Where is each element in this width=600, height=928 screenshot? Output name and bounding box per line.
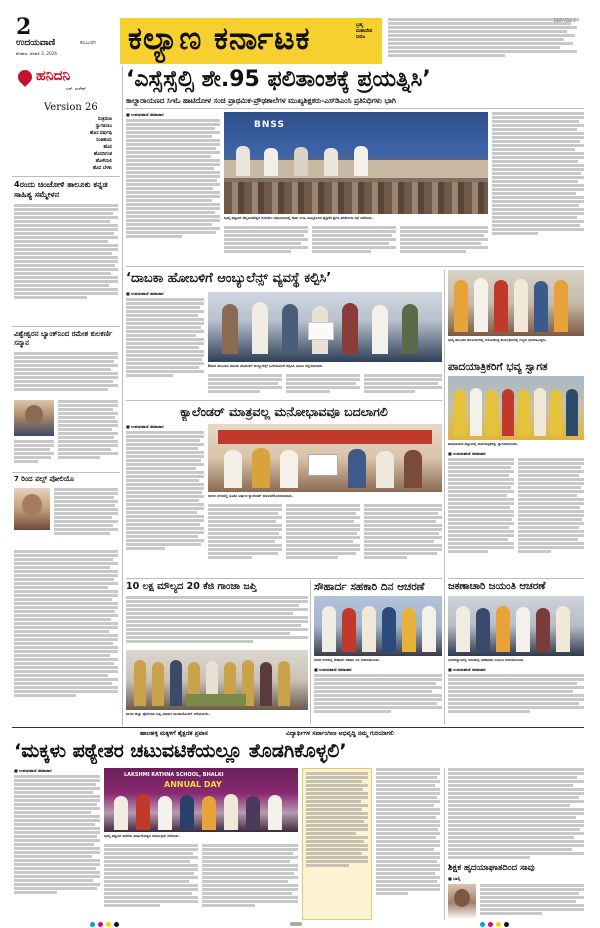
bottom-photo-banner-sub: ANNUAL DAY	[164, 780, 222, 789]
sahakar-byline: ■ ಉದಯವಾಣಿ ಸಮಾಚಾರ	[314, 667, 352, 672]
jayanti-photo	[448, 596, 584, 656]
ambulance-photo	[208, 292, 442, 362]
poem-line: ಹೊಸ	[103, 145, 112, 150]
column-rule	[444, 270, 445, 724]
ganja-headline: 10 ಲಕ್ಷ ಮೌಲ್ಯದ 20 ಕೆಜಿ ಗಾಂಜಾ ಜಪ್ತಿ	[126, 581, 257, 592]
lead-body-col4	[400, 226, 488, 262]
column-rule	[444, 768, 445, 920]
bottom-kicker-left: ಹಾಲಹಳ್ಳಿ ಮಕ್ಕಳಿಗೆ ಶೈಕ್ಷಣಿಕ ಪ್ರವಾಸ	[140, 730, 208, 737]
divider	[126, 400, 442, 401]
bottom-photo-banner: LAKSHMI RATHNA SCHOOL, BHALKI	[124, 772, 224, 778]
person-photo	[14, 400, 54, 436]
bottom-body-col4	[376, 768, 440, 920]
side-note-line: ಮಹಾದೇವ	[356, 29, 373, 34]
date-line: ಶನಿವಾರ, ಜನವರಿ 3, 2026	[16, 51, 58, 56]
lead-photo	[224, 112, 488, 214]
padayatra-headline: ಪಾದಯಾತ್ರಿಕರಿಗೆ ಭವ್ಯ ಸ್ವಾಗತ	[448, 361, 548, 373]
lead-body-col2	[224, 226, 308, 262]
calendar-body-col4	[364, 504, 442, 574]
ambulance-body-col4	[364, 374, 442, 398]
padayatra-photo	[448, 376, 584, 440]
sidebar-brand-sub: ಎಸ್. ಸುರೇಶ್	[66, 86, 86, 91]
ambulance-body-col2	[208, 374, 282, 398]
bottom-right-body	[448, 768, 584, 860]
calendar-body-col3	[286, 504, 360, 574]
lead-photo-banner: BNSS	[254, 120, 285, 130]
padayatra-body-col2	[518, 458, 584, 576]
lead-subheadline: ಕಾಲ್ನಾರಾಯಣದ ಸಿಇಓ ಹಾಟಿದೋಳ ಸಂಚಿ ಪ್ರಾಥಮಿಕ-ಪ್ರೌಢಶಾಲೆಗಳ ಮುಖ್ಯಶಿಕ್ಷಕರು-ಎಸ್‌ಡಿಎಂಸಿ ಪ್ರತಿನಿಧಿಗಳು ಭಾಗಿ	[126, 96, 396, 105]
ganja-body	[126, 596, 308, 648]
lead-headline: ‘ಎಸ್ಸೆಸ್ಸೆಲ್ಸಿ ಶೇ.95 ಫಲಿತಾಂಶಕ್ಕೆ ಪ್ರಯತ್ನಿಸಿ’	[126, 67, 431, 92]
sidebar-version: Version 26	[44, 102, 98, 113]
bottom-right-byline: ■ ಭಾಲ್ಕಿ	[448, 876, 461, 881]
poem-line: ಹೊಸದಿಗಂತ	[93, 152, 112, 157]
poem-line: ಸಂಕ್ರಮಣ	[97, 117, 112, 122]
sidebar-brand: ಹನಿದನಿ	[36, 68, 71, 84]
page-number: 2	[16, 14, 32, 40]
calendar-byline: ■ ಉದಯವಾಣಿ ಸಮಾಚಾರ	[126, 424, 164, 429]
sidebar	[12, 64, 120, 724]
lead-body-col1	[126, 119, 220, 261]
jayanti-body	[448, 674, 584, 724]
registration-marks	[90, 922, 510, 927]
bottom-body-col2	[104, 844, 198, 920]
poem-line: ನಿಂತಿಹುದು	[96, 138, 112, 143]
padayatra-byline: ■ ಉದಯವಾಣಿ ಸಮಾಚಾರ	[448, 451, 486, 456]
lead-photo-caption: ಭಾಲ್ಕಿ ಪಟ್ಟಣದ ಚೆನ್ನಬಸವೇಶ್ವರ ಗುರುಕುಲ ಸಭಾಂಗಣದಲ್ಲಿ ಜಿಪಂ ಸಿಇಒ ಹಮ್ಮಿಕೊಂಡ ಶೈಕ್ಷಣಿಕ ಪ್ರಗತಿ ಪರಿಶೀಲನಾ ಸಭೆ ನಡೆಯಿತು.	[224, 216, 374, 220]
sidebar-story2-body	[14, 352, 118, 398]
sahakar-headline: ಸೌಹಾರ್ದ ಸಹಕಾರಿ ದಿನ ಆಚರಣೆ	[314, 581, 425, 593]
divider	[12, 472, 120, 473]
divider	[126, 578, 442, 579]
ambulance-photo-caption: ಔರಾದ ತಾಲೂಕಿನ ದಾಬಕಾ ಹೋಬಳಿಗೆ ಆಂಬ್ಯುಲೆನ್ಸ್ ಒದಗಿಸುವಂತೆ ಆಗ್ರಹಿಸಿ ಮನವಿ ಸಲ್ಲಿಸಲಾಯಿತು.	[208, 364, 324, 368]
ambulance-byline: ■ ಉದಯವಾಣಿ ಸಮಾಚಾರ	[126, 291, 164, 296]
ganja-photo-caption: ಬೀದರ ಜಿಲ್ಲಾ ಪೊಲೀಸರು ಜಪ್ತಿ ಮಾಡಿದ ಗಾಂಜಾದೊಂದಿಗೆ ಆರೋಪಿಗಳು.	[126, 712, 210, 716]
padayatra-top-caption: ಭಾಲ್ಕಿ ತಾಲೂಕಿನ ಹಲಬರ್ಗಾದಲ್ಲಿ ಆಯೋಜಿಸಿದ್ದ ಕಾರ್ಯಕ್ರಮದಲ್ಲಿ ಗಣ್ಯರು ಭಾಗವಹಿಸಿದ್ದರು.	[448, 338, 547, 342]
side-note-line: ನೀರಜ	[356, 35, 366, 40]
masthead	[0, 0, 600, 62]
padayatra-top-photo	[448, 270, 584, 336]
paper-name: ಉದಯವಾಣಿ	[16, 38, 56, 48]
bottom-photo	[104, 768, 298, 832]
sidebar-story1-body	[14, 204, 118, 324]
sidebar-story2-body-cont	[58, 400, 118, 470]
section-side-note	[356, 22, 382, 40]
ganja-photo	[126, 650, 308, 710]
column-rule	[122, 66, 123, 726]
bottom-kicker-right: ವಿದ್ಯಾರ್ಥಿಗಳ ಸರ್ವಾಂಗೀಣ ಅಭಿವೃದ್ಧಿ ನಮ್ಮ ಗುರಿಯಾಗಲಿ	[286, 730, 394, 737]
sidebar-story3-body	[54, 488, 118, 548]
bottom-photo-caption: ಭಾಲ್ಕಿ ಪಟ್ಟಣದ ಶಾಲೆಯ ವಾರ್ಷಿಕೋತ್ಸವ ಕಾರ್ಯಕ್ರಮ ನಡೆಯಿತು.	[104, 834, 180, 838]
jayanti-photo-caption: ಬಸವಕಲ್ಯಾಣದಲ್ಲಿ ಅಮರಶಿಲ್ಪಿ ಜಕಣಾಚಾರಿ ಜಯಂತಿ ಆಚರಿಸಲಾಯಿತು.	[448, 658, 525, 662]
sahakar-photo	[314, 596, 442, 656]
bottom-right-body-cont	[480, 884, 584, 920]
sahakar-body	[314, 674, 442, 724]
divider	[126, 266, 584, 267]
edition-city: ಕಲಬುರಗಿ	[80, 40, 96, 46]
sidebar-story2-headline: ವಿಶ್ವೇಶ್ವರನ ಬ್ಯಾಂಕ್‌ನಿಂದ ರಮೇಶ ಕುಲಕರ್ಣಿ ಸನ್ಮಾನ	[14, 330, 113, 347]
jayanti-headline: ಜಕಣಾಚಾರಿ ಜಯಂತಿ ಆಚರಣೆ	[448, 581, 546, 592]
jayanti-byline: ■ ಉದಯವಾಣಿ ಸಮಾಚಾರ	[448, 667, 486, 672]
calendar-body-col2	[208, 504, 282, 574]
poem-line: ಹೊಸ ಬೆಳಕು	[92, 166, 112, 171]
padayatra-body-col1	[448, 458, 514, 576]
poem-line: ಹೊಸ ವರ್ಷವು	[89, 131, 112, 136]
lead-byline: ■ ಉದಯವಾಣಿ ಸಮಾಚಾರ	[126, 112, 164, 117]
poem-line: ಸ್ವಾಗತಿಸಲು	[95, 124, 112, 129]
side-note-line: ಬ್ರಹ್ಮ	[356, 23, 363, 28]
divider	[12, 727, 584, 728]
column-rule	[310, 580, 311, 724]
person-photo	[448, 884, 476, 918]
calendar-photo-caption: ಬೀದರ ನಗರದಲ್ಲಿ ನೂತನ ವರ್ಷದ ಕ್ಯಾಲೆಂಡರ್ ಬಿಡುಗಡೆಗೊಳಿಸಲಾಯಿತು.	[208, 494, 294, 498]
sidebar-story3-body-cont	[14, 550, 118, 722]
sidebar-story3-headline: 7 ರಿಂದ ಪಲ್ಸ್ ಪೋಲಿಯೊ	[14, 475, 74, 483]
lead-body-col3	[312, 226, 396, 262]
divider	[448, 578, 584, 579]
divider	[126, 108, 584, 109]
bottom-headline: ‘ಮಕ್ಕಳು ಪಠ್ಯೇತರ ಚಟುವಟಿಕೆಯಲ್ಲೂ ತೊಡಗಿಕೊಳ್ಳಲಿ’	[14, 740, 347, 762]
sidebar-story2-body-more	[14, 440, 54, 470]
masthead-right-brief	[388, 18, 583, 62]
brand-flame-icon	[15, 67, 35, 87]
bottom-body-col1	[14, 775, 100, 920]
calendar-photo	[208, 424, 442, 492]
bottom-body-col3	[202, 844, 298, 920]
calendar-headline: ಕ್ಯಾಲೆಂಡರ್ ಮಾತ್ರವಲ್ಲ ಮನೋಭಾವವೂ ಬದಲಾಗಲಿ	[180, 404, 388, 419]
divider	[12, 176, 120, 177]
ambulance-body-col3	[286, 374, 360, 398]
bottom-factbox	[302, 768, 372, 920]
bottom-byline: ■ ಉದಯವಾಣಿ ಸಮಾಚಾರ	[14, 768, 52, 773]
person-photo	[14, 488, 50, 530]
sahakar-photo-caption: ಬೀದರ ನಗರದಲ್ಲಿ ಸೌಹಾರ್ದ ಸಹಕಾರಿ ದಿನ ಆಚರಿಸಲಾಯಿತು.	[314, 658, 381, 662]
bottom-right-headline: ಶಿಕ್ಷಕ ಹೃದಯಾಘಾತದಿಂದ ಸಾವು	[448, 863, 535, 873]
section-title: ಕಲ್ಯಾಣ ಕರ್ನಾಟಕ	[128, 21, 311, 57]
sidebar-story1-headline: 4ರಂದು ಚಿಂಚೋಳಿ ತಾಲೂಕು ಕನ್ನಡ ಸಾಹಿತ್ಯ ಸಮ್ಮೇಳನ	[14, 180, 108, 199]
divider	[12, 326, 120, 327]
ambulance-body-col1	[126, 298, 204, 394]
sidebar-poem	[52, 116, 112, 172]
poem-line: ಹೊಳೆಯಲಿ	[95, 159, 112, 164]
padayatra-photo-caption: ಹುಮನಾಬಾದ ಪಟ್ಟಣದಲ್ಲಿ ಪಾದಯಾತ್ರಿಕರನ್ನು ಸ್ವಾಗತಿಸಲಾಯಿತು.	[448, 442, 519, 446]
calendar-body-col1	[126, 431, 204, 577]
lead-body-col5	[492, 112, 584, 262]
ambulance-headline: ‘ದಾಬಕಾ ಹೋಬಳಿಗೆ ಆಂಬ್ಯುಲೆನ್ಸ್ ವ್ಯವಸ್ಥೆ ಕಲ್ಪಿಸಿ’	[126, 271, 332, 286]
